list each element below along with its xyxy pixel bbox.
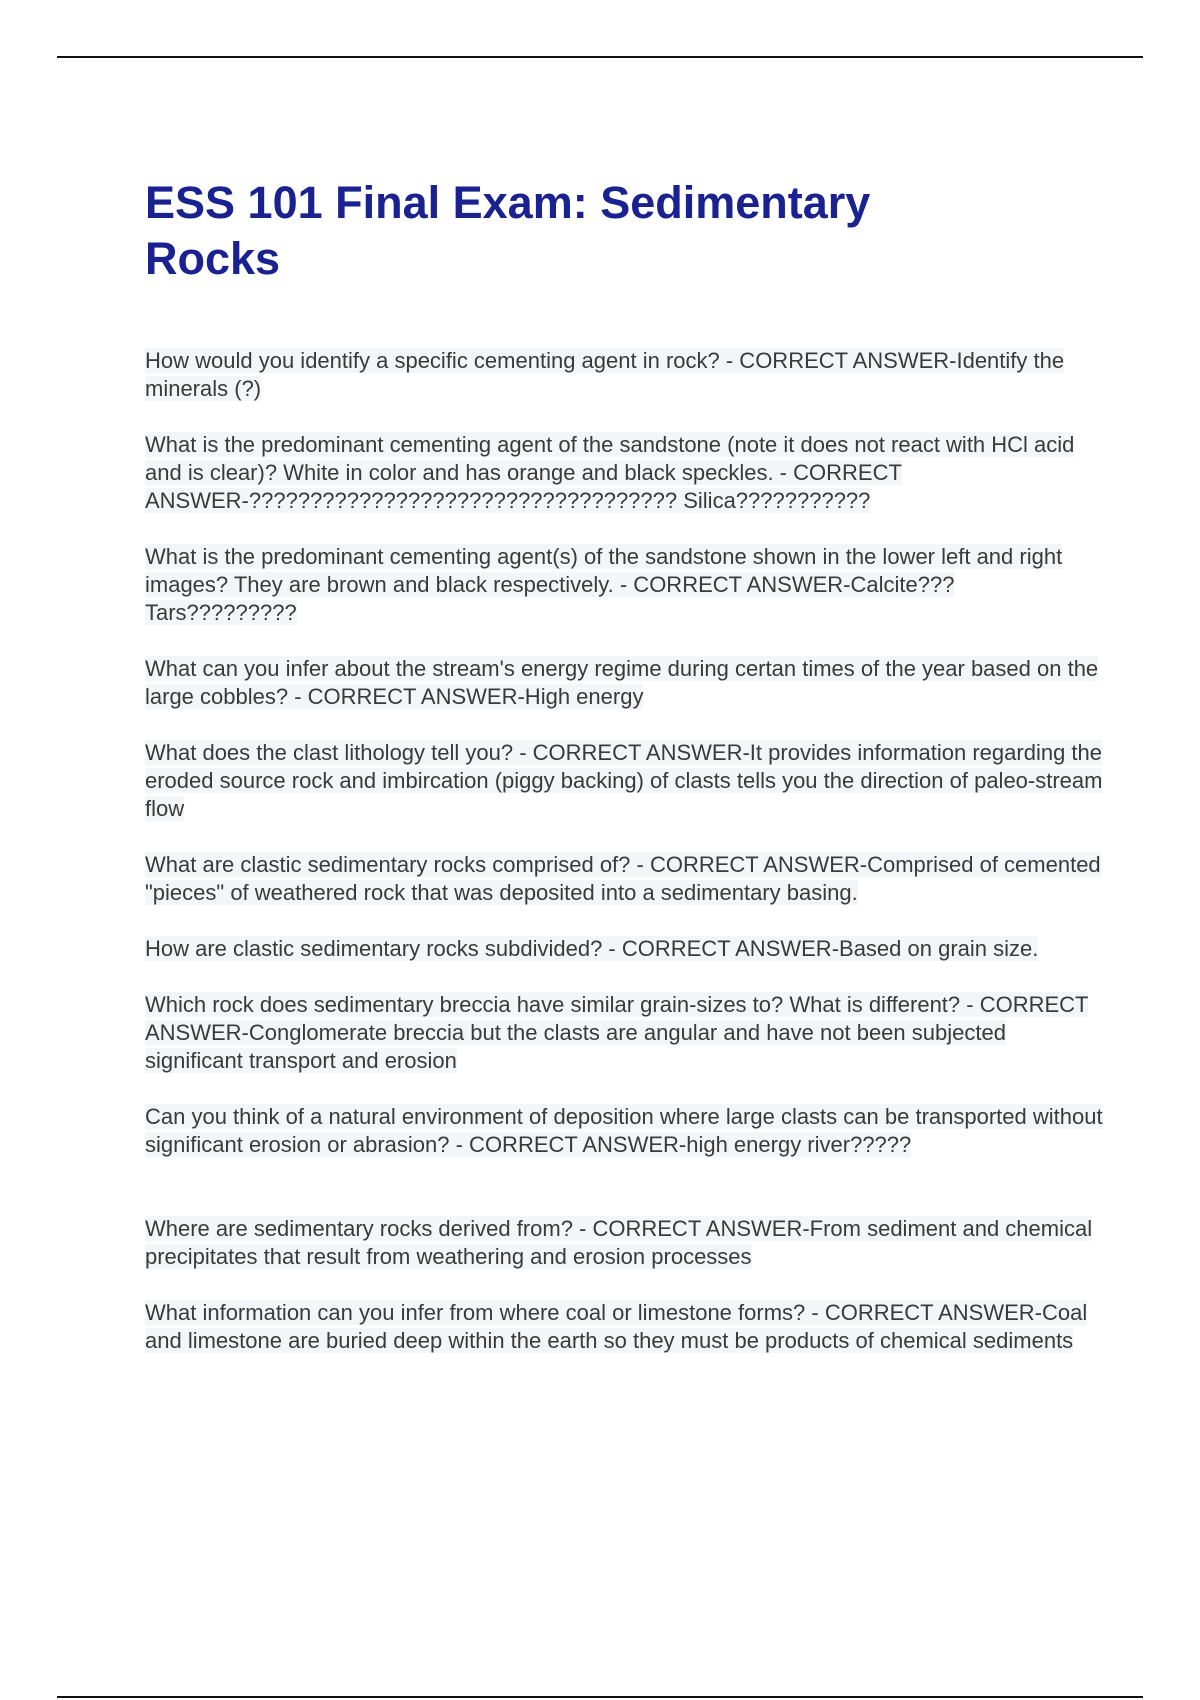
qa-item-7-text: How are clastic sedimentary rocks subdivided? - CORRECT ANSWER-Based on grain size. [145, 936, 1039, 961]
qa-item-10 [145, 1215, 1105, 1271]
qa-item-10-text: Where are sedimentary rocks derived from? - CORRECT ANSWER-From sediment and chemical precipitates that result from weathering and erosion processes [145, 1216, 1093, 1269]
document-title: ESS 101 Final Exam: Sedimentary Rocks [145, 177, 871, 284]
qa-item-9-text: Can you think of a natural environment of deposition where large clasts can be transported without significant erosion or abrasion? - CORRECT ANSWER-high energy river????? [145, 1104, 1103, 1157]
qa-item-7 [145, 935, 1105, 963]
qa-item-1 [145, 347, 1105, 403]
qa-item-8-text: Which rock does sedimentary breccia have similar grain-sizes to? What is different? - CORRECT ANSWER-Conglomerate breccia but the clasts are angular and have not been subjected significant transport and erosion [145, 992, 1089, 1073]
qa-item-1-text: How would you identify a specific cementing agent in rock? - CORRECT ANSWER-Identify the minerals (?) [145, 348, 1065, 401]
qa-item-6 [145, 851, 1105, 907]
qa-item-8 [145, 991, 1105, 1075]
document-body [145, 175, 1105, 1383]
qa-item-9 [145, 1103, 1105, 1159]
qa-item-4 [145, 655, 1105, 711]
qa-item-3 [145, 543, 1105, 627]
qa-item-2 [145, 431, 1105, 515]
qa-item-2-text: What is the predominant cementing agent of the sandstone (note it does not react with HCl acid and is clear)? White in color and has orange and black speckles. - CORRECT ANSWER-??????????????????????????????????? Silica??????????? [145, 432, 1075, 513]
footer-rule [57, 1696, 1143, 1698]
qa-item-5-text: What does the clast lithology tell you? - CORRECT ANSWER-It provides information regarding the eroded source rock and imbircation (piggy backing) of clasts tells you the direction of paleo-stream flow [145, 740, 1103, 821]
qa-item-6-text: What are clastic sedimentary rocks comprised of? - CORRECT ANSWER-Comprised of cemented "pieces" of weathered rock that was deposited into a sedimentary basing. [145, 852, 1101, 905]
qa-item-4-text: What can you infer about the stream's energy regime during certan times of the year based on the large cobbles? - CORRECT ANSWER-High energy [145, 656, 1099, 709]
qa-item-11-text: What information can you infer from where coal or limestone forms? - CORRECT ANSWER-Coal and limestone are buried deep within the earth so they must be products of chemical sediments [145, 1300, 1088, 1353]
qa-item-5 [145, 739, 1105, 823]
qa-item-11 [145, 1299, 1105, 1355]
qa-list [145, 347, 1105, 1355]
qa-item-3-text: What is the predominant cementing agent(s) of the sandstone shown in the lower left and right images? They are brown and black respectively. - CORRECT ANSWER-Calcite??? Tars????????? [145, 544, 1063, 625]
header-rule [57, 56, 1143, 58]
